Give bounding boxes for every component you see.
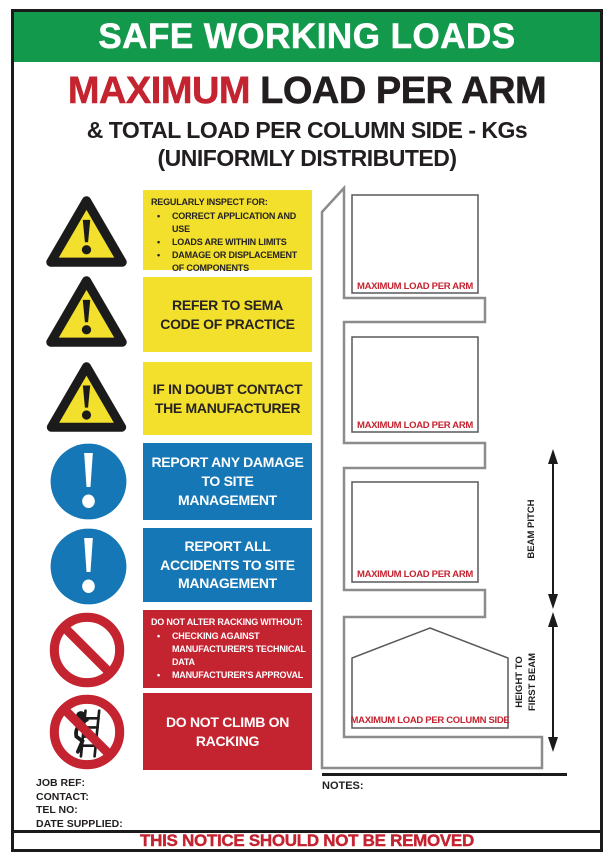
warning-triangle-icon xyxy=(45,275,128,348)
height-to-first-beam-dimension xyxy=(514,612,558,752)
column-side-label: MAXIMUM LOAD PER COLUMN SIDE xyxy=(350,715,510,726)
list-item: • LOADS ARE WITHIN LIMITS xyxy=(151,236,306,249)
if-in-doubt-text: IF IN DOUBT CONTACT THE MANUFACTURER xyxy=(152,380,303,416)
beam-pitch-dimension xyxy=(526,449,558,609)
subtitle-line2: (UNIFORMLY DISTRIBUTED) xyxy=(157,145,457,171)
report-damage-text: REPORT ANY DAMAGE TO SITE MANAGEMENT xyxy=(151,454,304,508)
notice-strip-text: THIS NOTICE SHOULD NOT BE REMOVED xyxy=(140,831,474,850)
prohibition-icon xyxy=(48,612,126,688)
mandatory-exclamation-icon xyxy=(48,527,129,606)
main-title-load-per-arm: LOAD PER ARM xyxy=(250,70,547,112)
no-climbing-icon xyxy=(48,694,126,770)
banner-title: SAFE WORKING LOADS xyxy=(98,17,516,56)
sema-box xyxy=(143,277,312,352)
if-in-doubt-box xyxy=(143,362,312,435)
subtitle-line1: & TOTAL LOAD PER COLUMN SIDE - KGs xyxy=(86,117,528,143)
inspect-for-box xyxy=(143,190,312,274)
arm-label-3: MAXIMUM LOAD PER ARM xyxy=(356,569,474,580)
load-per-arm-field-3 xyxy=(352,482,478,582)
list-item: • DAMAGE OR DISPLACEMENT OF COMPONENTS xyxy=(151,249,306,275)
notes-label: NOTES: xyxy=(322,780,364,792)
rack-diagram xyxy=(315,183,575,778)
do-not-climb-box xyxy=(143,693,312,770)
report-accidents-text: REPORT ALL ACCIDENTS TO SITE MANAGEMENT xyxy=(160,537,295,592)
do-not-climb-text: DO NOT CLIMB ON RACKING xyxy=(165,713,290,749)
headline-block xyxy=(11,72,603,170)
sema-text: REFER TO SEMA CODE OF PRACTICE xyxy=(160,296,295,332)
load-per-arm-field-1 xyxy=(352,195,478,293)
date-supplied-label: DATE SUPPLIED: xyxy=(36,817,123,830)
list-item: • MANUFACTURER'S APPROVAL xyxy=(151,669,306,682)
do-not-alter-list xyxy=(151,630,306,682)
do-not-alter-box xyxy=(143,610,312,688)
inspect-for-heading: REGULARLY INSPECT FOR: xyxy=(151,197,268,207)
header-banner xyxy=(14,12,600,62)
tel-no-label: TEL NO: xyxy=(36,804,78,816)
report-accidents-box xyxy=(143,528,312,602)
contact-label: CONTACT: xyxy=(36,790,89,803)
load-per-arm-field-2 xyxy=(352,337,478,432)
beam-pitch-label: BEAM PITCH xyxy=(526,499,537,559)
inspect-for-list xyxy=(151,210,306,275)
load-per-column-field xyxy=(352,628,508,728)
job-fields-block xyxy=(36,777,123,831)
report-damage-box xyxy=(143,443,312,520)
list-item: • CORRECT APPLICATION AND USE xyxy=(151,210,306,236)
notice-strip xyxy=(14,833,600,849)
job-ref-label: JOB REF: xyxy=(36,777,86,789)
height-label-line2: FIRST BEAM xyxy=(527,652,538,712)
main-title-maximum: MAXIMUM xyxy=(67,70,251,112)
warning-triangle-icon xyxy=(45,195,128,268)
notes-underline xyxy=(322,773,567,776)
do-not-alter-heading: DO NOT ALTER RACKING WITHOUT: xyxy=(151,617,303,627)
mandatory-exclamation-icon xyxy=(48,442,129,521)
warning-triangle-icon xyxy=(45,361,128,433)
arm-label-1: MAXIMUM LOAD PER ARM xyxy=(356,281,474,292)
height-label-line1: HEIGHT TO xyxy=(514,656,525,708)
list-item: • CHECKING AGAINST MANUFACTURER'S TECHNICAL DATA xyxy=(151,630,306,669)
arm-label-2: MAXIMUM LOAD PER ARM xyxy=(356,420,474,431)
main-title xyxy=(11,72,603,110)
